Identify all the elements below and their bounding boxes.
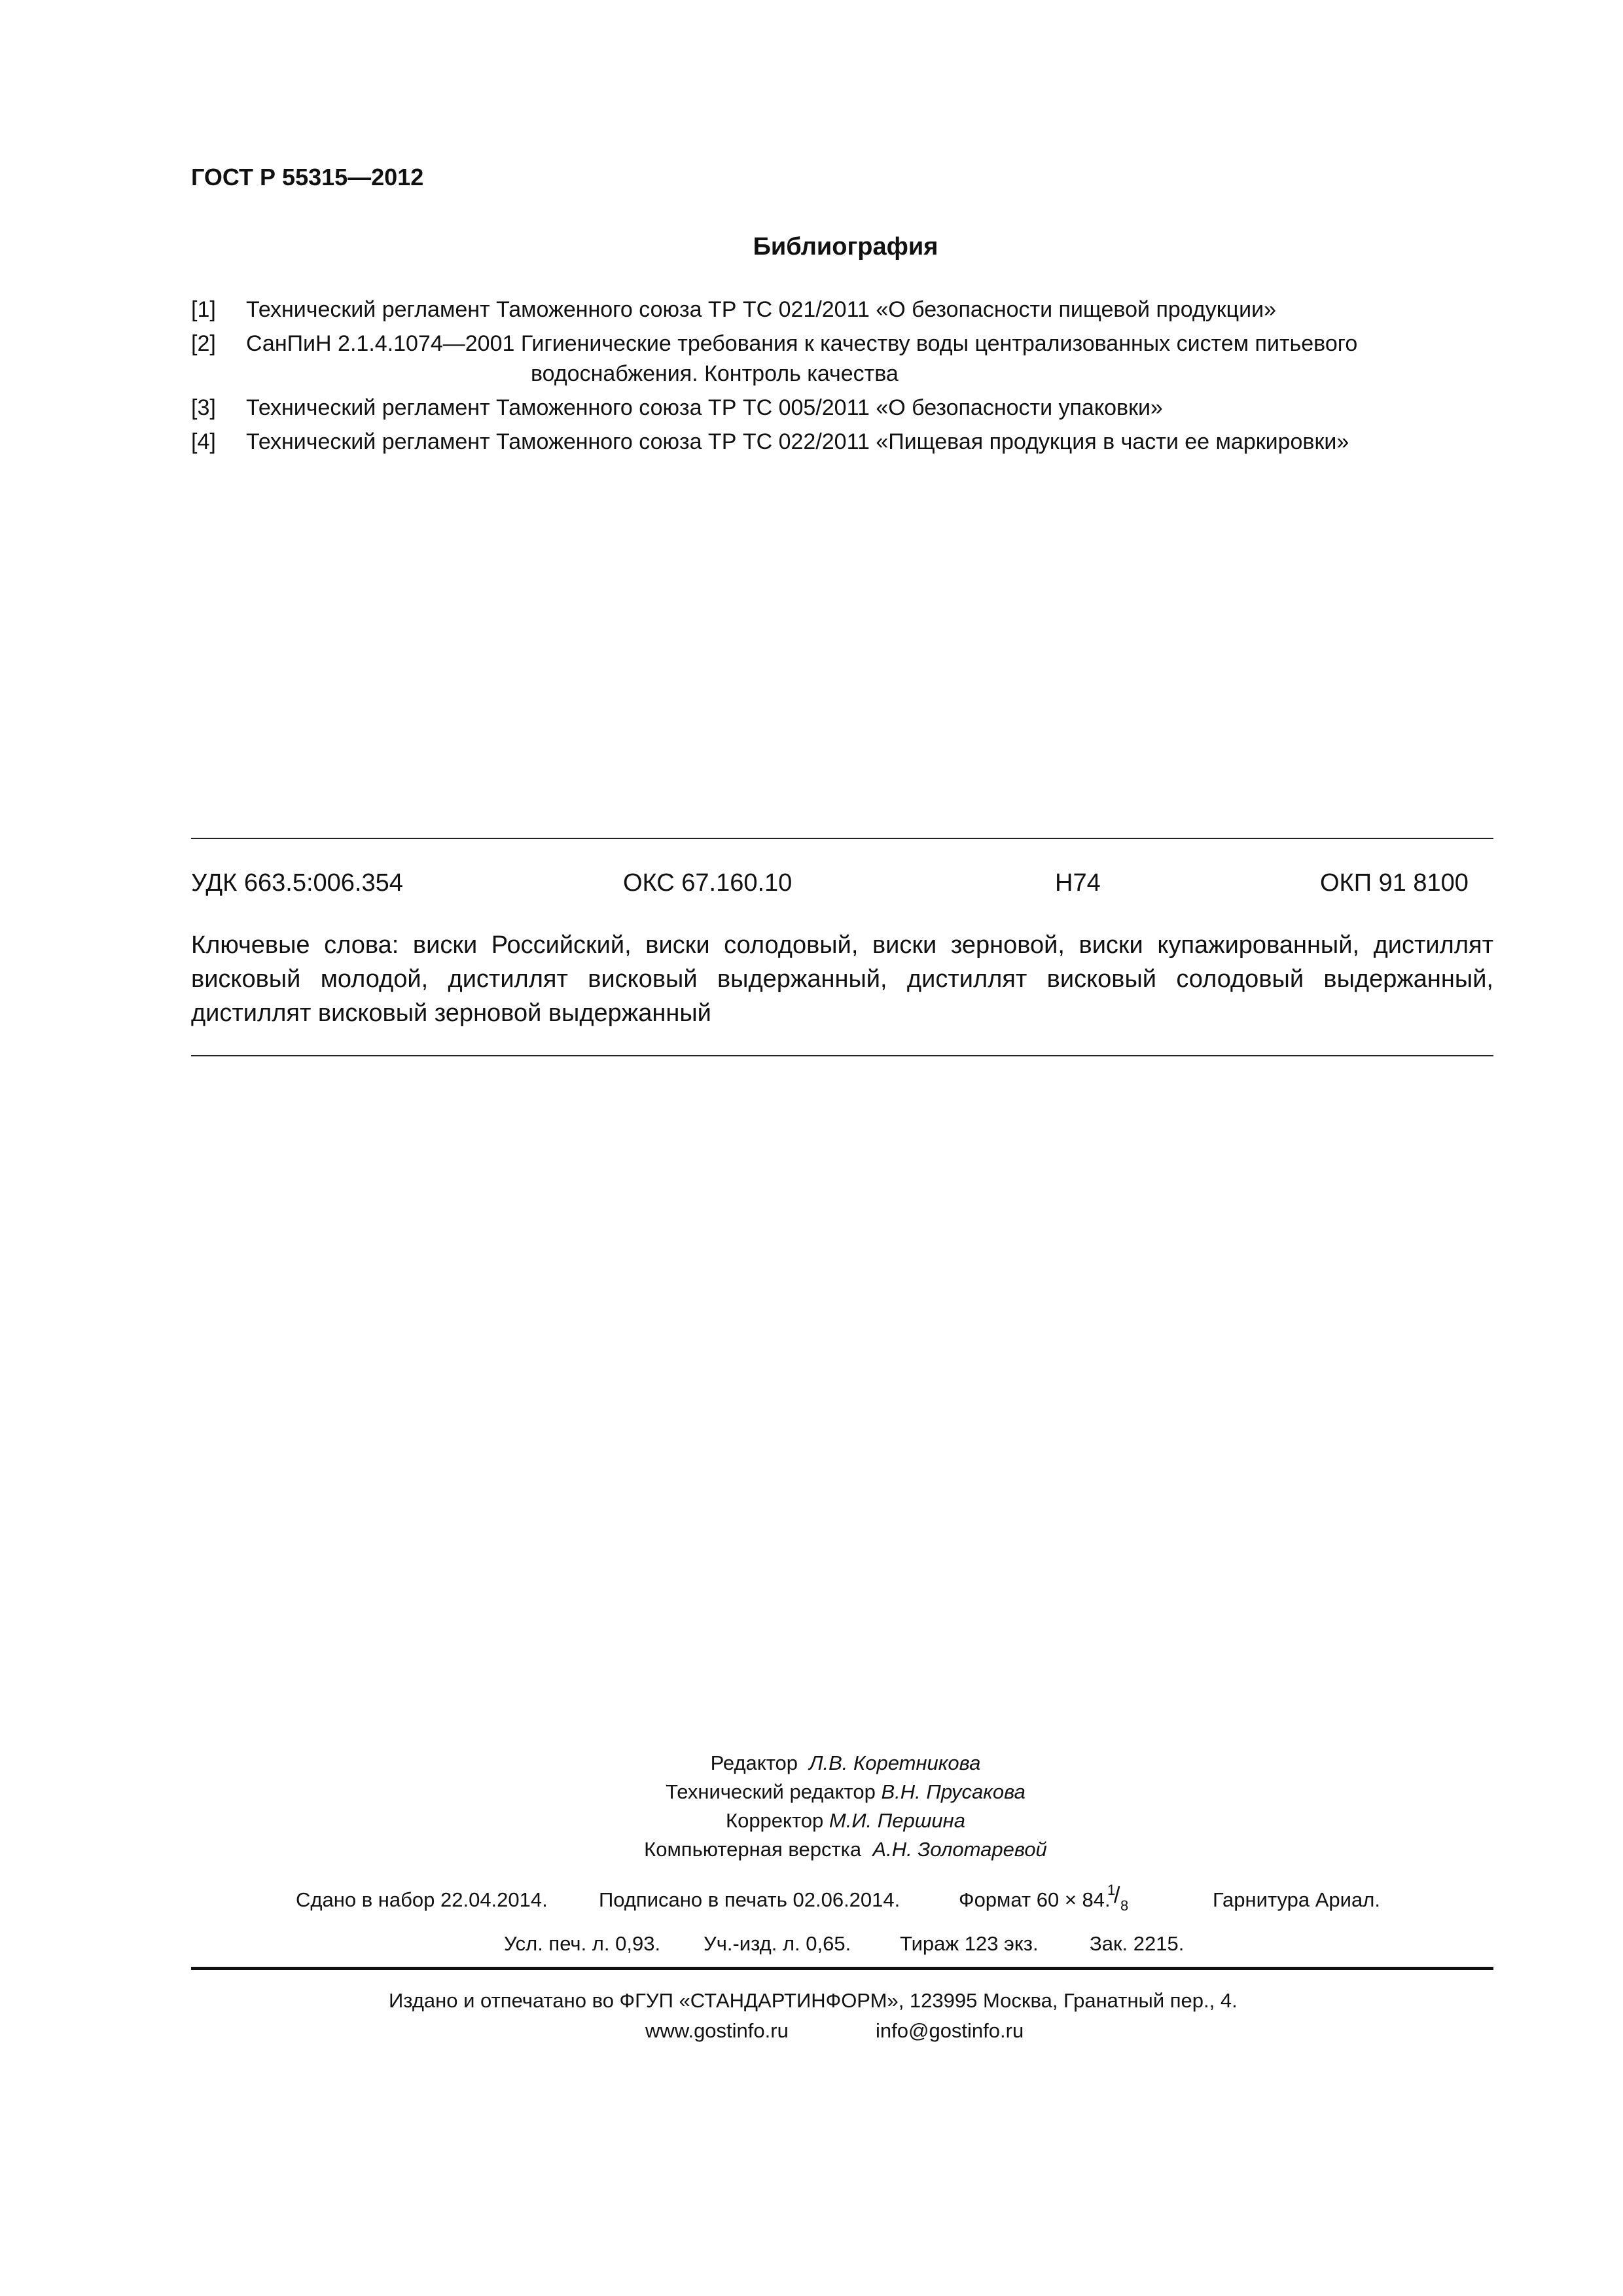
staff-corrector (0, 1806, 1623, 1835)
publisher-site-link[interactable]: www.gostinfo.ru (645, 2019, 789, 2042)
bibliography-number: [2] (191, 331, 216, 356)
bibliography-text: Технический регламент Таможенного союза ТР ТС 021/2011 «О безопасности пищевой продукции» (246, 297, 1277, 322)
divider-middle (191, 1055, 1493, 1056)
staff-name: М.И. Першина (829, 1809, 965, 1832)
print-sheets: Усл. печ. л. 0,93. (504, 1932, 661, 1955)
publisher-sheets: Уч.-изд. л. 0,65. (704, 1932, 851, 1955)
print-run: Тираж 123 экз. (900, 1932, 1039, 1955)
staff-editor (0, 1749, 1623, 1778)
bibliography-title: Библиография (753, 233, 938, 260)
bibliography-text: Технический регламент Таможенного союза ТР ТС 022/2011 «Пищевая продукция в части ее маркировки» (246, 429, 1349, 454)
divider-bottom (191, 1967, 1493, 1970)
document-code: ГОСТ Р 55315—2012 (191, 164, 424, 190)
bibliography-text: Технический регламент Таможенного союза ТР ТС 005/2011 «О безопасности упаковки» (246, 395, 1163, 420)
bibliography-number: [1] (191, 297, 216, 322)
bibliography-item (191, 295, 1493, 325)
staff-layout (0, 1835, 1623, 1864)
staff-name: В.Н. Прусакова (881, 1780, 1026, 1803)
publisher-line: Издано и отпечатано во ФГУП «СТАНДАРТИНФОРМ», 123995 Москва, Гранатный пер., 4. (389, 1989, 1238, 2012)
format: Формат 60 × 84 1 / 8 . (959, 1882, 1129, 1914)
fraction-numerator: 1 (1107, 1882, 1116, 1898)
typeface: Гарнитура Ариал. (1213, 1888, 1380, 1911)
bibliography-item (191, 427, 1493, 457)
okp-code: ОКП 91 8100 (1320, 869, 1469, 897)
publisher-email-link[interactable]: info@gostinfo.ru (876, 2019, 1024, 2042)
keywords: Ключевые слова: виски Российский, виски солодовый, виски зерновой, виски купажированный, дистиллят висковый молодой, дистиллят висковый выдержанный, дистиллят висковый солодовый выдержанный, дистиллят висковый зерновой выдержанный (191, 931, 1493, 1027)
staff-name: Л.В. Коретникова (809, 1751, 981, 1774)
order-number: Зак. 2215. (1090, 1932, 1185, 1955)
bibliography-number: [4] (191, 429, 216, 454)
format-prefix: Формат 60 × 84 (959, 1888, 1105, 1911)
bibliography-text: СанПиН 2.1.4.1074—2001 Гигиенические требования к качеству воды централизованных систем питьевого водоснабжения. Контроль качества (246, 331, 1358, 386)
bibliography-number: [3] (191, 395, 216, 420)
fraction-slash: / (1114, 1883, 1120, 1908)
udk-code: УДК 663.5:006.354 (191, 869, 403, 897)
staff-role: Корректор (726, 1809, 824, 1832)
staff-tech-editor (0, 1778, 1623, 1806)
signed-to-print: Подписано в печать 02.06.2014. (599, 1888, 901, 1911)
fraction-denominator: 8 (1120, 1897, 1129, 1914)
group-code: Н74 (1055, 869, 1101, 897)
divider-top (191, 838, 1493, 839)
staff-credits (0, 1749, 1623, 1864)
oks-code: ОКС 67.160.10 (623, 869, 793, 897)
bibliography-item (191, 329, 1493, 389)
bibliography-item (191, 393, 1493, 423)
staff-role: Редактор (710, 1751, 798, 1774)
bibliography-list (191, 295, 1493, 461)
staff-role: Компьютерная верстка (644, 1838, 862, 1861)
staff-role: Технический редактор (666, 1780, 876, 1803)
staff-name: А.Н. Золотаревой (872, 1838, 1047, 1861)
sent-to-typeset: Сдано в набор 22.04.2014. (296, 1888, 548, 1911)
